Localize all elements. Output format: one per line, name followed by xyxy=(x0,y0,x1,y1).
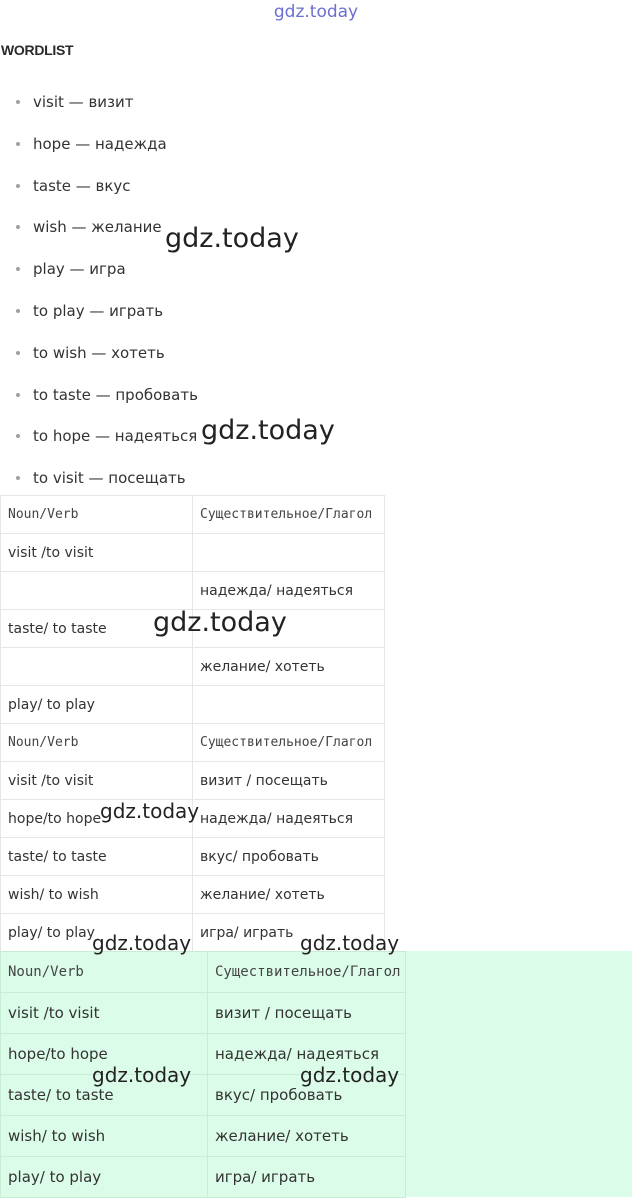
table-cell: taste/ to taste xyxy=(1,610,193,648)
table-header-cell: Noun/Verb xyxy=(1,496,193,534)
list-item: taste — вкус xyxy=(0,165,198,207)
table-cell: визит / посещать xyxy=(208,993,406,1034)
watermark: gdz.today xyxy=(300,1063,400,1087)
table-cell: hope/to hope xyxy=(1,800,193,838)
watermark: gdz.today xyxy=(201,415,335,446)
table-header-cell: Существительное/Глагол xyxy=(208,952,406,993)
table-header-row xyxy=(1,496,385,534)
table-cell xyxy=(193,686,385,724)
table-cell: wish/ to wish xyxy=(1,1116,208,1157)
list-item: hope — надежда xyxy=(0,123,198,165)
list-item: visit — визит xyxy=(0,81,198,123)
table-row xyxy=(1,572,385,610)
list-item: to visit — посещать xyxy=(0,457,198,499)
table-cell: hope/to hope xyxy=(1,1034,208,1075)
table-header-cell: Noun/Verb xyxy=(1,724,193,762)
wordlist xyxy=(0,81,198,499)
table-cell: taste/ to taste xyxy=(1,1075,208,1116)
table-cell: visit /to visit xyxy=(1,762,193,800)
watermark: gdz.today xyxy=(165,223,299,254)
table-header-cell: Существительное/Глагол xyxy=(193,496,385,534)
table-row xyxy=(1,686,385,724)
table-header-row xyxy=(1,952,406,993)
watermark: gdz.today xyxy=(100,799,200,823)
table-cell xyxy=(193,610,385,648)
table-cell: желание/ хотеть xyxy=(193,648,385,686)
table-cell: play/ to play xyxy=(1,914,193,952)
table-row xyxy=(1,534,385,572)
top-watermark: gdz.today xyxy=(273,2,359,22)
watermark: gdz.today xyxy=(300,931,400,955)
list-item: to taste — пробовать xyxy=(0,374,198,416)
table-row xyxy=(1,762,385,800)
table-header-cell: Noun/Verb xyxy=(1,952,208,993)
table-cell: надежда/ надеяться xyxy=(208,1034,406,1075)
list-item: wish — желание xyxy=(0,206,198,248)
table-cell: play/ to play xyxy=(1,1157,208,1198)
wordlist-heading: WORDLIST xyxy=(1,42,74,58)
table-row xyxy=(1,648,385,686)
table-cell: игра/ играть xyxy=(208,1157,406,1198)
table-cell: visit /to visit xyxy=(1,534,193,572)
table-row xyxy=(1,1116,406,1157)
table-cell: надежда/ надеяться xyxy=(193,572,385,610)
table-cell: надежда/ надеяться xyxy=(193,800,385,838)
table-cell: желание/ хотеть xyxy=(208,1116,406,1157)
table-header-cell: Существительное/Глагол xyxy=(193,724,385,762)
table-row xyxy=(1,993,406,1034)
table-cell: игра/ играть xyxy=(193,914,385,952)
table-row xyxy=(1,838,385,876)
list-item: to hope — надеяться xyxy=(0,415,198,457)
table-cell: визит / посещать xyxy=(193,762,385,800)
table-cell: play/ to play xyxy=(1,686,193,724)
table-cell xyxy=(1,572,193,610)
table-cell xyxy=(193,534,385,572)
table-cell: wish/ to wish xyxy=(1,876,193,914)
table-cell: visit /to visit xyxy=(1,993,208,1034)
table-cell: вкус/ пробовать xyxy=(208,1075,406,1116)
list-item: to play — играть xyxy=(0,290,198,332)
table-row xyxy=(1,1157,406,1198)
table-row xyxy=(1,914,385,952)
table-cell: желание/ хотеть xyxy=(193,876,385,914)
table-row xyxy=(1,610,385,648)
answer-table xyxy=(0,951,406,1198)
table-row xyxy=(1,1034,406,1075)
table-row xyxy=(1,800,385,838)
table-row xyxy=(1,876,385,914)
list-item: to wish — хотеть xyxy=(0,332,198,374)
watermark: gdz.today xyxy=(153,607,287,638)
table-header-row xyxy=(1,724,385,762)
table-cell: вкус/ пробовать xyxy=(193,838,385,876)
noun-verb-table xyxy=(0,495,385,952)
watermark: gdz.today xyxy=(92,931,192,955)
list-item: play — игра xyxy=(0,248,198,290)
table-cell: taste/ to taste xyxy=(1,838,193,876)
watermark: gdz.today xyxy=(92,1063,192,1087)
table-row xyxy=(1,1075,406,1116)
table-cell xyxy=(1,648,193,686)
